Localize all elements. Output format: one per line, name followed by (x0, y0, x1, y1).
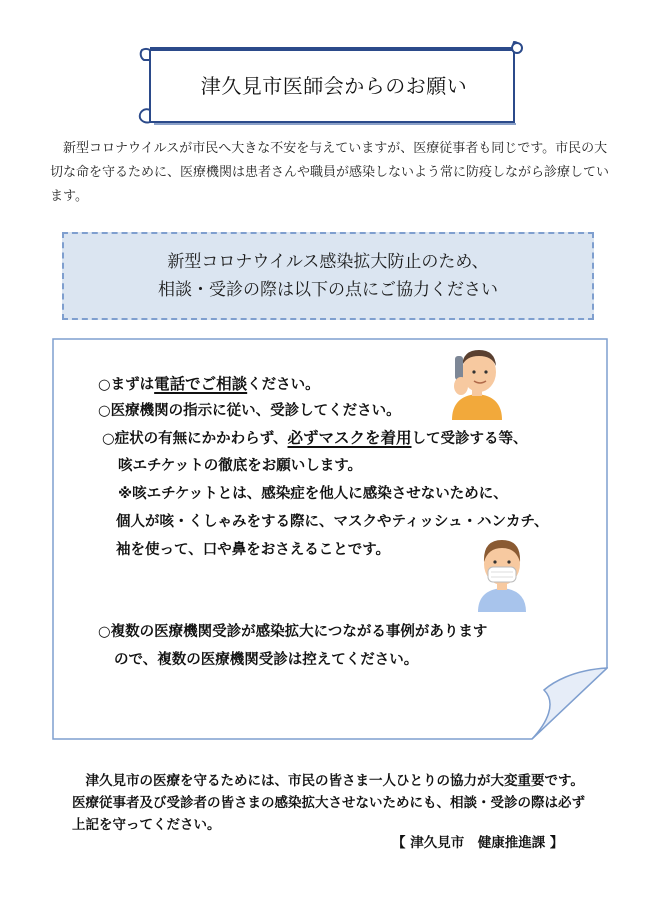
closing-paragraph: 津久見市の医療を守るためには、市民の皆さま一人ひとりの協力が大変重要です。医療従事者及び受診者の皆さまの感染拡大させないためにも、相談・受診の際は必ず上記を守ってください。 (72, 773, 585, 833)
item-multiple-clinics: ○複数の医療機関受診が感染拡大につながる事例があります (98, 624, 488, 640)
item-multiple-clinics-cont: ので、複数の医療機関受診は控えてください。 (114, 652, 419, 668)
department-signature: 【 津久見市 健康推進課 】 (392, 835, 564, 851)
item3-emphasis: 必ずマスクを着用 (287, 429, 412, 447)
intro-paragraph: 新型コロナウイルスが市民へ大きな不安を与えていますが、医療従事者も同じです。市民の大切な命を守るために、医療機関は患者さんや職員が感染しないよう常に防疫しながら診療しています。 (50, 141, 610, 204)
item-follow-instructions: ○医療機関の指示に従い、受診してください。 (98, 403, 401, 419)
item1-suffix: ください。 (247, 377, 320, 393)
cough-etiquette-note-1: ※咳エチケットとは、感染症を他人に感染させないために、 (118, 486, 508, 502)
highlight-line-2: 相談・受診の際は以下の点にご協力ください (158, 280, 498, 300)
item-phone-consult (98, 372, 458, 398)
item3-suffix: して受診する等、 (411, 431, 528, 447)
item1-emphasis: 電話でご相談 (154, 375, 248, 393)
item3-prefix: ○症状の有無にかかわらず、 (102, 431, 288, 447)
cough-etiquette-note-3: 袖を使って、口や鼻をおさえることです。 (116, 542, 391, 558)
highlight-box (62, 232, 594, 320)
highlight-line-1: 新型コロナウイルス感染拡大防止のため、 (167, 252, 489, 272)
item-wear-mask-cont: 咳エチケットの徹底をお願いします。 (118, 458, 363, 474)
item-wear-mask (102, 426, 582, 452)
item1-prefix: ○まずは (98, 377, 155, 393)
page-title: 津久見市医師会からのお願い (200, 74, 468, 98)
cough-etiquette-note-2: 個人が咳・くしゃみをする際に、マスクやティッシュ・ハンカチ、 (116, 514, 549, 530)
